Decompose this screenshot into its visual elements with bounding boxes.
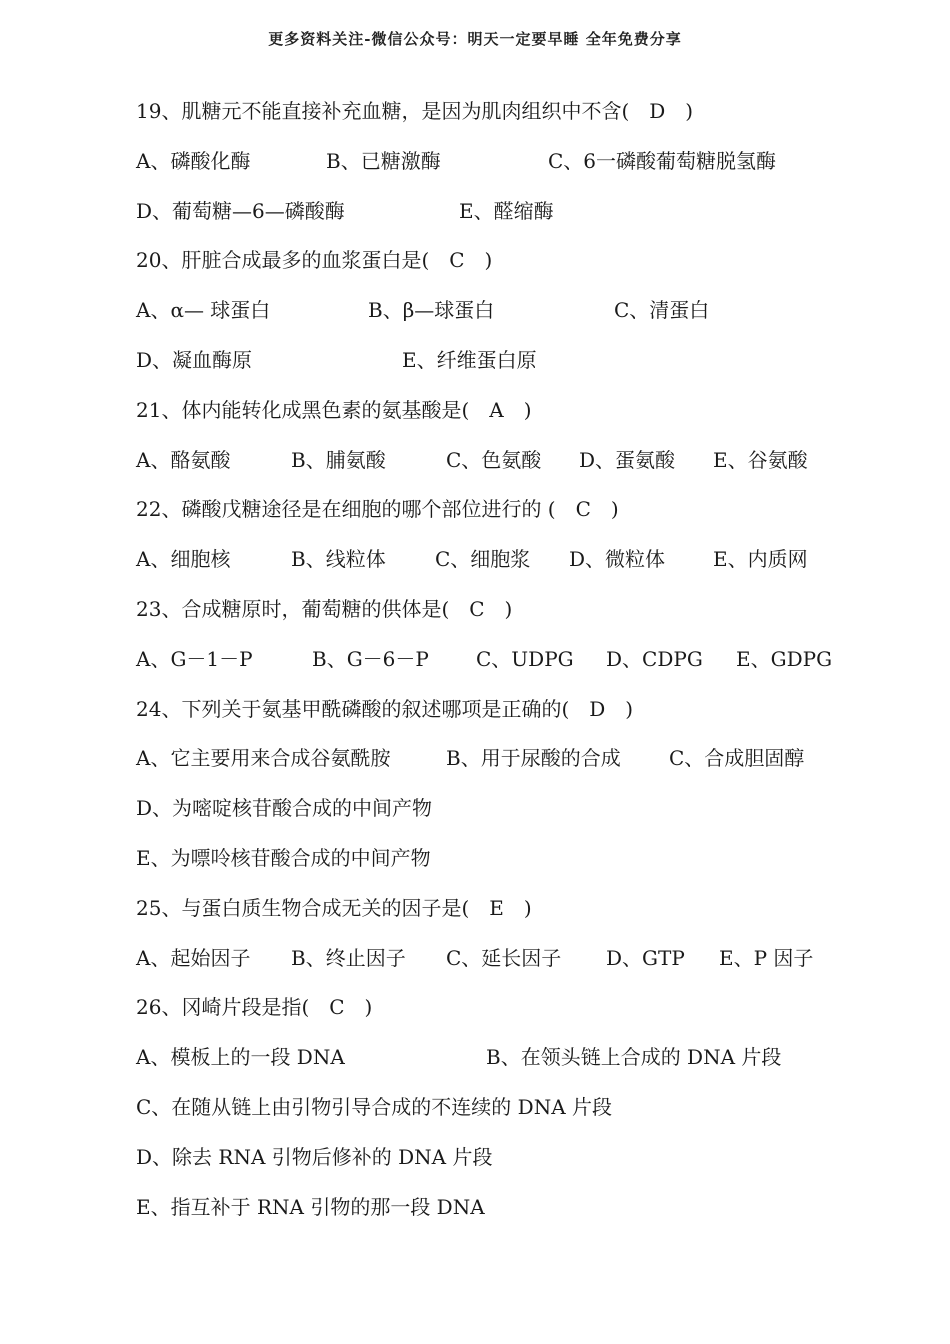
option: A、模板上的一段 DNA (136, 1045, 345, 1070)
option: D、为嘧啶核苷酸合成的中间产物 (136, 796, 433, 821)
options-19-b (136, 192, 836, 242)
options-24-c (136, 839, 836, 889)
option: D、微粒体 (569, 547, 666, 572)
options-24-b (136, 789, 836, 839)
option: E、指互补于 RNA 引物的那一段 DNA (136, 1194, 485, 1219)
option: C、清蛋白 (614, 298, 710, 323)
option: C、6一磷酸葡萄糖脱氢酶 (548, 148, 777, 173)
option: C、细胞浆 (435, 547, 531, 572)
question-22 (136, 490, 836, 540)
options-24-a (136, 739, 836, 789)
question-text: 21、体内能转化成黑色素的氨基酸是( A ) (136, 397, 532, 422)
question-text: 26、冈崎片段是指( C ) (136, 995, 373, 1020)
option: C、色氨酸 (446, 447, 542, 472)
option: C、延长因子 (446, 945, 562, 970)
question-25 (136, 889, 836, 939)
question-text: 23、合成糖原时，葡萄糖的供体是( C ) (136, 596, 513, 621)
options-26-b (136, 1088, 836, 1138)
options-23 (136, 640, 836, 690)
question-list (136, 92, 836, 1237)
option: E、谷氨酸 (713, 447, 808, 472)
option: D、GTP (606, 945, 685, 970)
option: D、蛋氨酸 (579, 447, 676, 472)
option: C、在随从链上由引物引导合成的不连续的 DNA 片段 (136, 1094, 612, 1119)
option: B、脯氨酸 (291, 447, 386, 472)
option: B、β—球蛋白 (368, 298, 495, 323)
option: A、它主要用来合成谷氨酰胺 (136, 746, 391, 771)
option: E、纤维蛋白原 (402, 347, 537, 372)
options-19-a (136, 142, 836, 192)
option: A、α— 球蛋白 (136, 298, 271, 323)
question-24 (136, 690, 836, 740)
option: A、起始因子 (136, 945, 251, 970)
question-26 (136, 988, 836, 1038)
question-21 (136, 391, 836, 441)
option: D、CDPG (606, 646, 703, 671)
option: B、在领头链上合成的 DNA 片段 (486, 1045, 782, 1070)
option: A、磷酸化酶 (136, 148, 251, 173)
option: D、葡萄糖—6—磷酸酶 (136, 198, 345, 223)
options-20-b (136, 341, 836, 391)
question-20 (136, 241, 836, 291)
option: C、UDPG (476, 646, 574, 671)
question-23 (136, 590, 836, 640)
question-text: 25、与蛋白质生物合成无关的因子是( E ) (136, 895, 532, 920)
option: C、合成胆固醇 (669, 746, 805, 771)
question-text: 19、肌糖元不能直接补充血糖，是因为肌肉组织中不含( D ) (136, 99, 694, 123)
options-26-a (136, 1038, 836, 1088)
question-19 (136, 92, 836, 142)
options-25 (136, 939, 836, 989)
option: E、醛缩酶 (459, 198, 554, 223)
option: E、为嘌呤核苷酸合成的中间产物 (136, 845, 431, 870)
option: E、P 因子 (719, 945, 814, 970)
question-text: 22、磷酸戊糖途径是在细胞的哪个部位进行的 ( C ) (136, 497, 619, 522)
option: E、GDPG (736, 646, 833, 671)
option: A、G－1－P (136, 646, 253, 671)
page-header: 更多资料关注-微信公众号：明天一定要早睡 全年免费分享 (268, 30, 682, 48)
option: A、酪氨酸 (136, 447, 231, 472)
option: B、G－6－P (312, 646, 429, 671)
option: B、终止因子 (291, 945, 406, 970)
options-22 (136, 540, 836, 590)
question-text: 24、下列关于氨基甲酰磷酸的叙述哪项是正确的( D ) (136, 696, 634, 721)
option: D、凝血酶原 (136, 347, 253, 372)
options-26-d (136, 1188, 836, 1238)
option: D、除去 RNA 引物后修补的 DNA 片段 (136, 1144, 493, 1169)
question-text: 20、肝脏合成最多的血浆蛋白是( C ) (136, 248, 493, 273)
option: B、用于尿酸的合成 (446, 746, 621, 771)
options-20-a (136, 291, 836, 341)
options-26-c (136, 1138, 836, 1188)
option: A、细胞核 (136, 547, 231, 572)
option: E、内质网 (713, 547, 808, 572)
options-21 (136, 441, 836, 491)
option: B、已糖激酶 (326, 148, 441, 173)
option: B、线粒体 (291, 547, 386, 572)
